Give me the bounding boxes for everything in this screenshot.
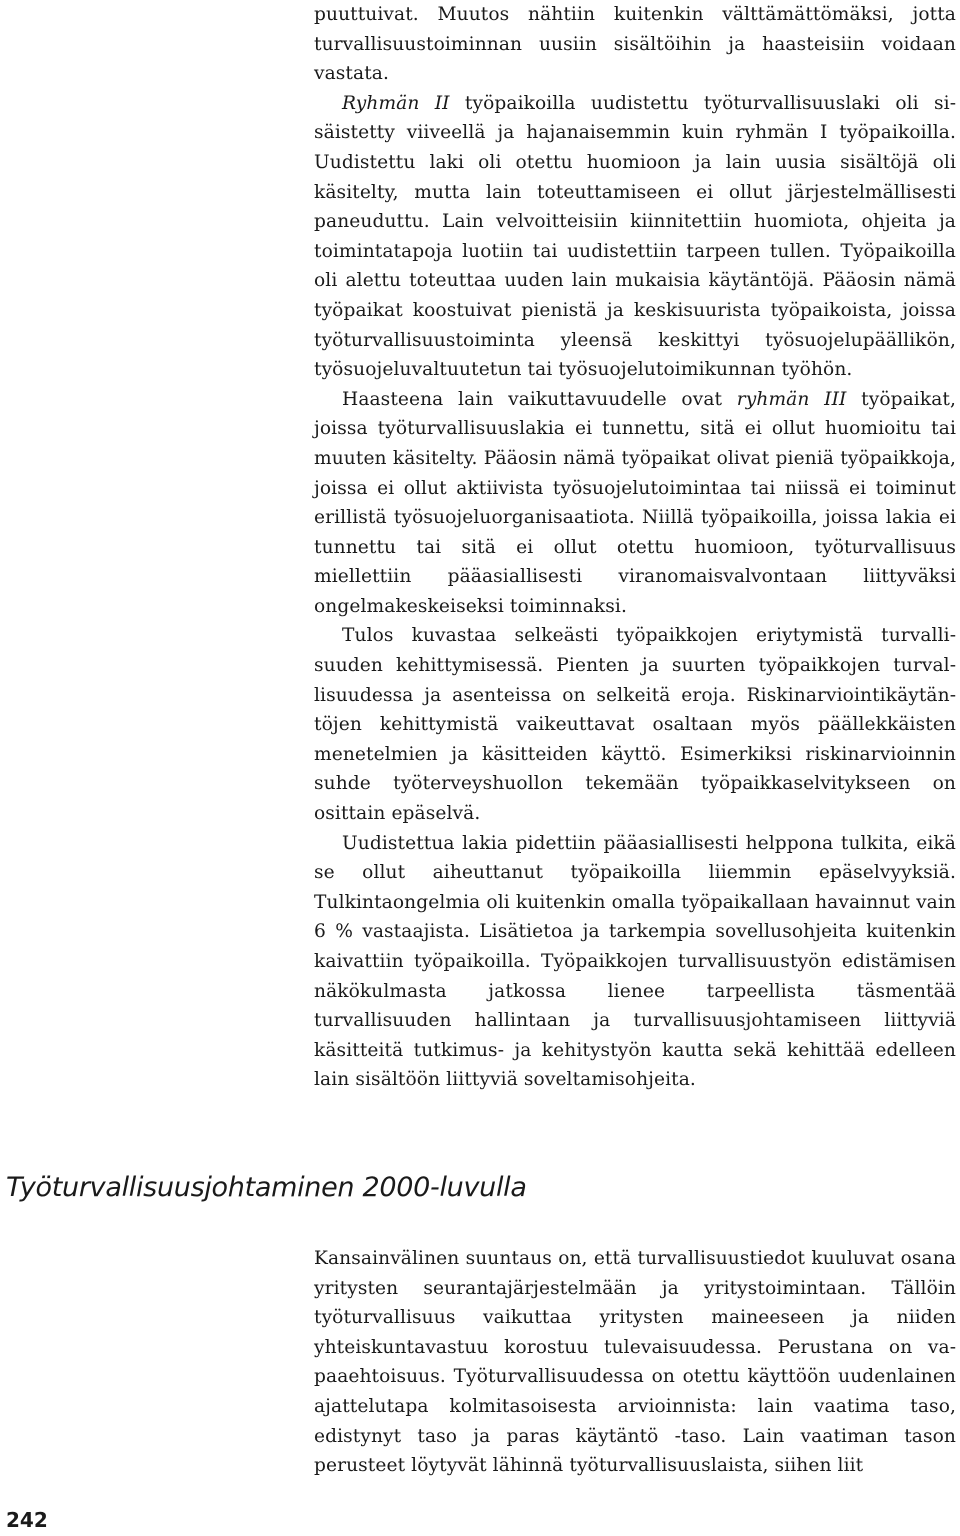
section-heading: Työturvallisuusjohtaminen 2000-luvulla <box>6 1172 527 1203</box>
paragraph-text: Tulos kuvastaa selkeästi työpaikkojen eriytymistä turvallisuuden kehittymisessä. Pienten ja suurten työpaikkojen turvallisuudessa ja asenteissa on selkeitä eroja. Riskinarviointikäytäntöjen kehittymistä vaikeuttavat osaltaan myös päällekkäisten menetelmien ja käsitteiden käyttö. Esimerkiksi riskinarvioinnin suhde työterveyshuollon tekemään työpaikkaselvitykseen on osittain epäselvä. <box>314 625 956 825</box>
paragraph <box>314 621 956 828</box>
body-text-bottom <box>314 1244 956 1481</box>
paragraph <box>314 1244 956 1481</box>
paragraph <box>314 829 956 1095</box>
paragraph-text: Kansainvälinen suuntaus on, että turvallisuustiedot kuuluvat osana yritysten seurantajärjestelmään ja yritystoimintaan. Tällöin työturvallisuus vaikuttaa yritysten maineeseen ja niiden yhteiskuntavastuu korostuu tulevaisuudessa. Perustana on vapaaehtoisuus. Työturvallisuudessa on otettu käyttöön uudenlainen ajattelutapa kolmitasoisesta arvioinnista: lain vaatima taso, edistynyt taso ja paras käytäntö -taso. Lain vaatiman tason perusteet löytyvät lähinnä työturvallisuuslaista, siihen liit <box>314 1248 956 1477</box>
group-ii-label: Ryhmän II <box>342 92 450 114</box>
paragraph-text: työpaikoilla uudistettu työturvallisuuslaki oli sisäistetty viiveellä ja hajanaisemmin kuin ryhmän I työpaikoilla. Uudistettu laki oli otettu huomioon ja lain uusia sisältöjä oli käsitelty, mutta lain toteuttamiseen ei ollut järjestelmällisesti paneuduttu. Lain velvoitteisiin kiinnitettiin huomiota, ohjeita ja toimintatapoja luotiin tai uudistettiin tarpeen tullen. Työpaikoilla oli alettu toteuttaa uuden lain mukaisia käytäntöjä. Pääosin nämä työpaikat koostuivat pienistä ja keskisuurista työpaikoista, joissa työturvallisuustoiminta yleensä keskittyi työsuojelupäällikön, työsuojeluvaltuutetun tai työsuojelutoimikunnan työhön. <box>314 92 956 381</box>
paragraph-text: työpaikat, joissa työturvallisuuslakia ei tunnettu, sitä ei ollut huomioitu tai muuten käsitelty. Pääosin nämä työpaikat olivat pieniä työpaikkoja, joissa ei ollut aktiivista työsuojelutoimintaa tai niissä ei toiminut erillistä työsuojeluorganisaatiota. Niillä työpaikoilla, joissa lakia ei tunnettu tai sitä ei ollut otettu huomioon, työturvallisuus miellettiin pääasiallisesti viranomaisvalvontaan liittyväksi ongelmakeskeiseksi toiminnaksi. <box>314 388 956 617</box>
paragraph-group-iii <box>314 385 956 622</box>
paragraph-group-ii <box>314 89 956 385</box>
paragraph-text: Haasteena lain vaikuttavuudelle ovat <box>342 388 737 410</box>
paragraph <box>314 0 956 89</box>
page-number: 242 <box>6 1508 48 1532</box>
group-iii-label: ryhmän III <box>736 388 847 410</box>
paragraph-text: Uudistettua lakia pidettiin pääasiallisesti helppona tulkita, eikä se ollut aiheuttanut työpaikoilla liiemmin epäselvyyksiä. Tulkintaongelmia oli kuitenkin omalla työpaikallaan havainnut vain 6 % vastaajista. Lisätietoa ja tarkempia sovellusohjeita kuitenkin kaivattiin työpaikoilla. Työpaikkojen turvallisuustyön edistämisen näkökulmasta jatkossa lienee tarpeellista täsmentää turvallisuuden hallintaan ja turvallisuusjohtamiseen liittyviä käsitteitä tutkimus- ja kehitystyön kautta sekä kehittää edelleen lain sisältöön liittyviä soveltamisohjeita. <box>314 832 956 1091</box>
paragraph-text: puuttuivat. Muutos nähtiin kuitenkin välttämättömäksi, jotta turvallisuustoiminnan uusiin sisältöihin ja haasteisiin voidaan vastata. <box>314 4 956 85</box>
body-text-top <box>314 0 956 1095</box>
